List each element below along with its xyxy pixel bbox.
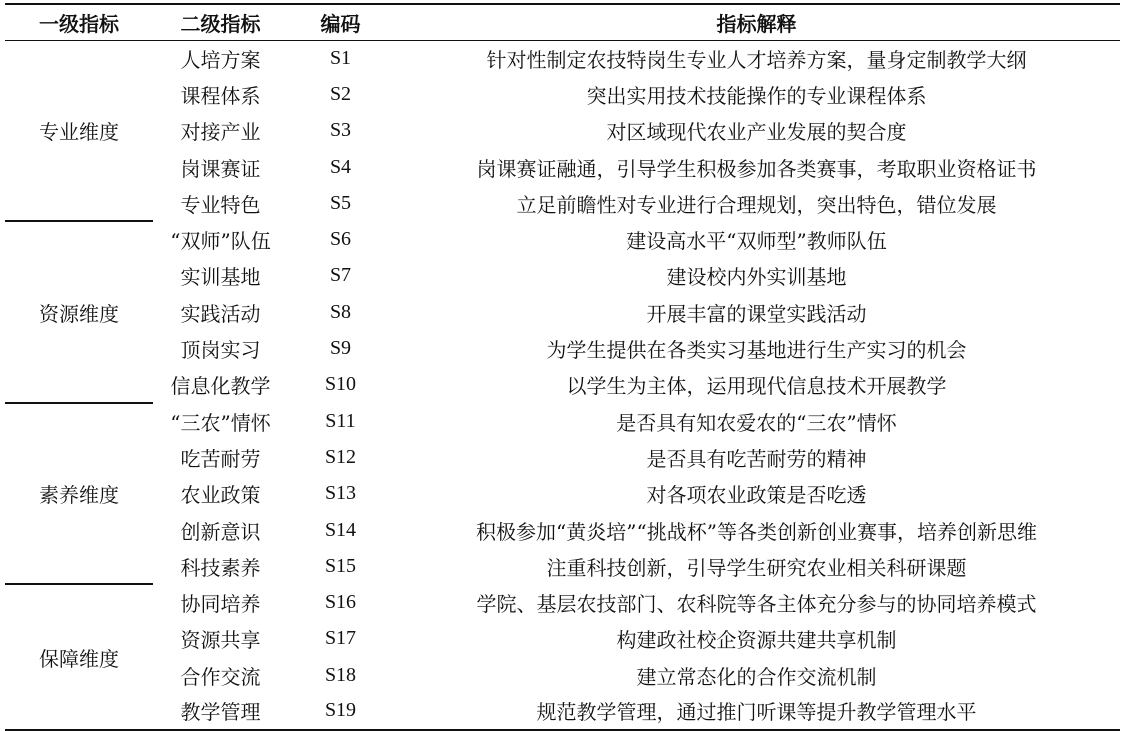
secondary-indicator-cell: 协同培养 — [180, 592, 261, 617]
table-row — [5, 621, 1120, 657]
table-row — [5, 439, 1120, 475]
secondary-indicator-cell: “三农”情怀 — [170, 410, 271, 435]
code-cell: S14 — [324, 518, 357, 541]
secondary-indicator-cell: 资源共享 — [180, 628, 261, 653]
secondary-indicator-cell: 农业政策 — [180, 483, 261, 508]
primary-indicator-cell: 资源维度 — [5, 221, 153, 402]
code-cell: S6 — [329, 228, 352, 251]
table-row — [5, 294, 1120, 330]
table-body — [5, 40, 1120, 730]
explanation-cell: 学院、基层农技部门、农科院等各主体充分参与的协同培养模式 — [476, 592, 1037, 617]
explanation-cell: 对区域现代农业产业发展的契合度 — [606, 120, 907, 145]
code-cell: S12 — [324, 445, 357, 468]
primary-indicator-cell: 保障维度 — [5, 584, 153, 729]
primary-indicator-cell: 素养维度 — [5, 403, 153, 584]
explanation-cell: 注重科技创新，引导学生研究农业相关科研课题 — [546, 555, 967, 580]
table-row — [5, 512, 1120, 548]
code-cell: S11 — [325, 409, 356, 432]
table-row — [5, 584, 1120, 620]
secondary-indicator-cell: 合作交流 — [180, 664, 261, 689]
secondary-indicator-cell: 实践活动 — [180, 301, 261, 326]
secondary-indicator-cell: 实训基地 — [180, 265, 261, 290]
table-row — [5, 693, 1120, 729]
table-row — [5, 367, 1120, 403]
code-cell: S17 — [324, 627, 357, 650]
table-row — [5, 330, 1120, 366]
secondary-indicator-cell: 创新意识 — [180, 519, 261, 544]
table-row — [5, 113, 1120, 149]
explanation-cell: 对各项农业政策是否吃透 — [646, 483, 867, 508]
code-cell: S10 — [324, 373, 357, 396]
secondary-indicator-cell: 信息化教学 — [170, 374, 271, 399]
table-row — [5, 548, 1120, 584]
code-cell: S5 — [329, 191, 352, 214]
code-cell: S8 — [329, 300, 352, 323]
explanation-cell: 立足前瞻性对专业进行合理规划，突出特色，错位发展 — [516, 192, 997, 217]
code-cell: S18 — [324, 663, 357, 686]
secondary-indicator-cell: 人培方案 — [180, 47, 261, 72]
code-cell: S9 — [329, 337, 352, 360]
explanation-cell: 为学生提供在各类实习基地进行生产实习的机会 — [546, 338, 967, 363]
explanation-cell: 突出实用技术技能操作的专业课程体系 — [586, 83, 927, 108]
table-row — [5, 657, 1120, 693]
table-row — [5, 76, 1120, 112]
code-cell: S3 — [329, 119, 352, 142]
table-header — [5, 4, 1120, 40]
secondary-indicator-cell: 顶岗实习 — [180, 338, 261, 363]
secondary-indicator-cell: “双师”队伍 — [170, 229, 271, 254]
secondary-indicator-cell: 对接产业 — [180, 120, 261, 145]
secondary-indicator-cell: 教学管理 — [153, 693, 288, 729]
secondary-indicator-cell: 专业特色 — [180, 192, 261, 217]
header-row — [5, 4, 1120, 40]
explanation-cell: 规范教学管理，通过推门听课等提升教学管理水平 — [393, 693, 1120, 729]
table-row — [5, 221, 1120, 257]
table-row — [5, 258, 1120, 294]
explanation-cell: 建设校内外实训基地 — [666, 265, 847, 290]
primary-indicator-cell: 专业维度 — [5, 40, 153, 221]
explanation-cell: 是否具有知农爱农的“三农”情怀 — [616, 410, 897, 435]
explanation-cell: 积极参加“黄炎培”“挑战杯”等各类创新创业赛事，培养创新思维 — [476, 519, 1037, 544]
code-cell: S4 — [329, 155, 352, 178]
secondary-indicator-cell: 课程体系 — [180, 83, 261, 108]
table-row — [5, 403, 1120, 439]
code-cell: S19 — [288, 693, 393, 729]
explanation-cell: 构建政社校企资源共建共享机制 — [616, 628, 897, 653]
table-row — [5, 149, 1120, 185]
header-explanation: 指标解释 — [393, 4, 1120, 40]
secondary-indicator-cell: 岗课赛证 — [180, 156, 261, 181]
header-secondary-indicator: 二级指标 — [153, 4, 288, 40]
explanation-cell: 建设高水平“双师型”教师队伍 — [626, 229, 887, 254]
code-cell: S13 — [324, 482, 357, 505]
code-cell: S16 — [324, 591, 357, 614]
explanation-cell: 针对性制定农技特岗生专业人才培养方案，量身定制教学大纲 — [486, 47, 1027, 72]
table-row — [5, 185, 1120, 221]
explanation-cell: 岗课赛证融通，引导学生积极参加各类赛事，考取职业资格证书 — [476, 156, 1037, 181]
header-code: 编码 — [288, 4, 393, 40]
indicator-table — [5, 3, 1120, 731]
header-primary-indicator: 一级指标 — [5, 4, 153, 40]
code-cell: S7 — [329, 264, 352, 287]
code-cell: S1 — [329, 46, 352, 69]
explanation-cell: 是否具有吃苦耐劳的精神 — [646, 446, 867, 471]
explanation-cell: 以学生为主体，运用现代信息技术开展教学 — [566, 374, 947, 399]
table-row — [5, 40, 1120, 76]
explanation-cell: 开展丰富的课堂实践活动 — [646, 301, 867, 326]
secondary-indicator-cell: 吃苦耐劳 — [180, 446, 261, 471]
code-cell: S15 — [324, 554, 357, 577]
table-row — [5, 476, 1120, 512]
code-cell: S2 — [329, 82, 352, 105]
secondary-indicator-cell: 科技素养 — [180, 555, 261, 580]
explanation-cell: 建立常态化的合作交流机制 — [636, 664, 877, 689]
